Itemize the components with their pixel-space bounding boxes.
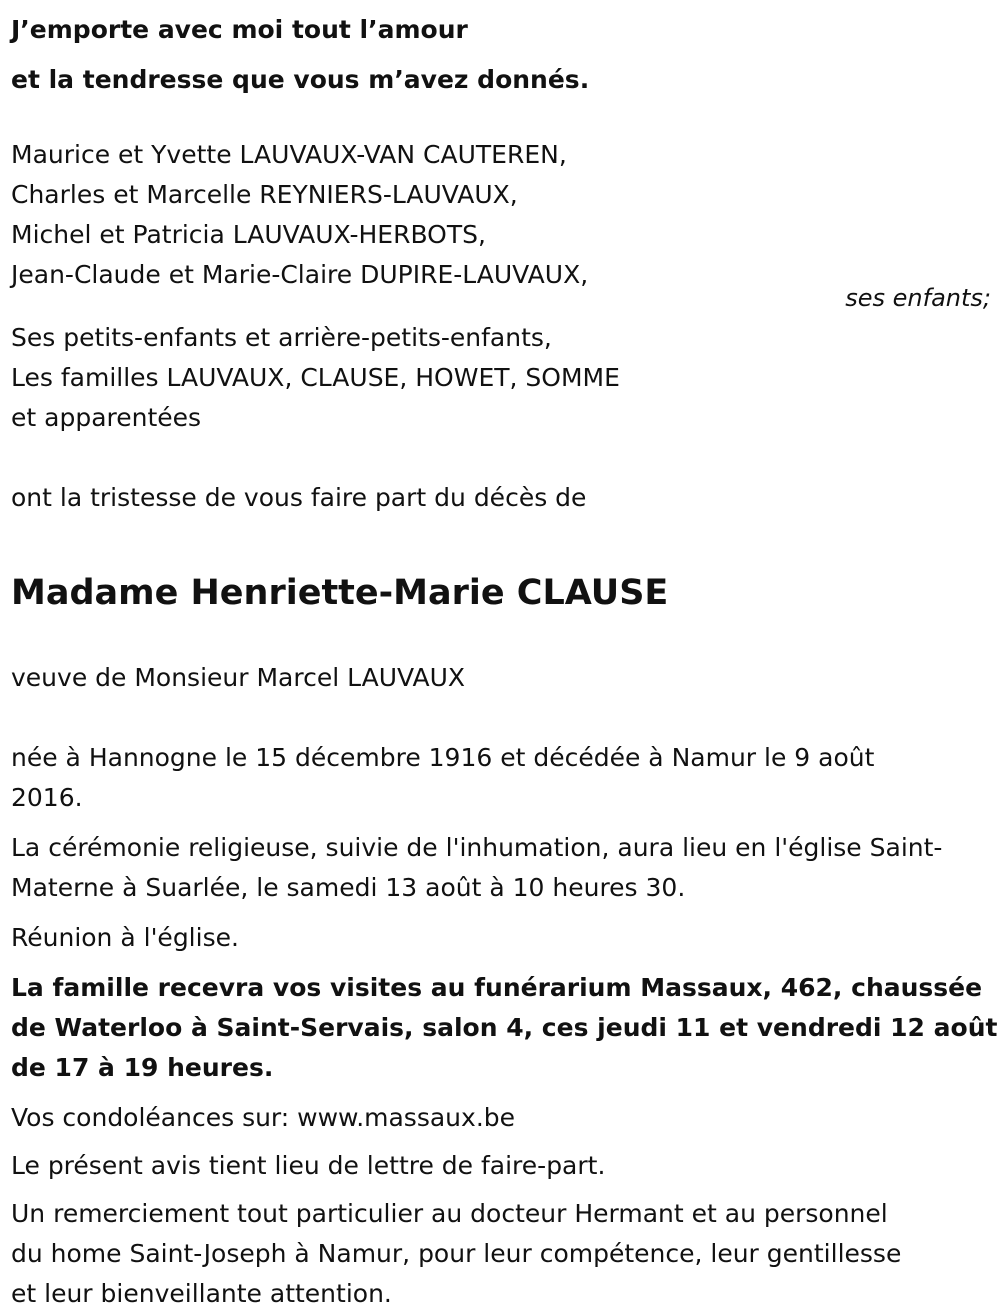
- epigraph-line-2: et la tendresse que vous m’avez donnés.: [11, 65, 590, 94]
- birth-death-line-1: née à Hannogne le 15 décembre 1916 et décédée à Namur le 9 août: [11, 743, 875, 772]
- birth-death: [11, 738, 991, 818]
- announcement: [11, 478, 991, 518]
- thanks-line-3: et leur bienveillante attention.: [11, 1279, 392, 1308]
- children-role: ses enfants;: [845, 284, 991, 312]
- thanks: [11, 1194, 991, 1314]
- relatives-line-2: Les familles LAUVAUX, CLAUSE, HOWET, SOMME: [11, 363, 620, 392]
- announcement-text: ont la tristesse de vous faire part du décès de: [11, 483, 587, 512]
- deceased-name: Madame Henriette-Marie CLAUSE: [11, 573, 669, 613]
- visits-line-2: de Waterloo à Saint-Servais, salon 4, ces jeudi 11 et vendredi 12 août: [11, 1013, 998, 1042]
- relatives-line-1: Ses petits-enfants et arrière-petits-enfants,: [11, 323, 552, 352]
- condolences: [11, 1098, 991, 1138]
- condolences-text: Vos condoléances sur: www.massaux.be: [11, 1103, 516, 1132]
- meeting-text: Réunion à l'église.: [11, 923, 239, 952]
- thanks-line-1: Un remerciement tout particulier au docteur Hermant et au personnel: [11, 1199, 888, 1228]
- notice: [11, 1146, 991, 1186]
- child-4: Jean-Claude et Marie-Claire DUPIRE-LAUVAUX,: [11, 260, 589, 289]
- meeting: [11, 918, 991, 958]
- visits-line-1: La famille recevra vos visites au funérarium Massaux, 462, chaussée: [11, 973, 983, 1002]
- visits-line-3: de 17 à 19 heures.: [11, 1053, 274, 1082]
- ceremony-line-2: Materne à Suarlée, le samedi 13 août à 10 heures 30.: [11, 873, 686, 902]
- relatives-line-3: et apparentées: [11, 403, 202, 432]
- children-list: [11, 135, 991, 295]
- epigraph-line-1: J’emporte avec moi tout l’amour: [11, 15, 468, 44]
- thanks-line-2: du home Saint-Joseph à Namur, pour leur compétence, leur gentillesse: [11, 1239, 902, 1268]
- ceremony-line-1: La cérémonie religieuse, suivie de l'inhumation, aura lieu en l'église Saint-: [11, 833, 943, 862]
- child-2: Charles et Marcelle REYNIERS-LAUVAUX,: [11, 180, 518, 209]
- child-3: Michel et Patricia LAUVAUX-HERBOTS,: [11, 220, 486, 249]
- birth-death-line-2: 2016.: [11, 783, 83, 812]
- ceremony: [11, 828, 991, 908]
- notice-text: Le présent avis tient lieu de lettre de faire-part.: [11, 1151, 606, 1180]
- relatives-list: [11, 318, 991, 438]
- epigraph: [11, 5, 991, 105]
- obituary-notice: [11, 5, 998, 1314]
- child-1: Maurice et Yvette LAUVAUX-VAN CAUTEREN,: [11, 140, 567, 169]
- widow-of-text: veuve de Monsieur Marcel LAUVAUX: [11, 663, 466, 692]
- visits: [11, 968, 998, 1088]
- widow-of: [11, 658, 991, 698]
